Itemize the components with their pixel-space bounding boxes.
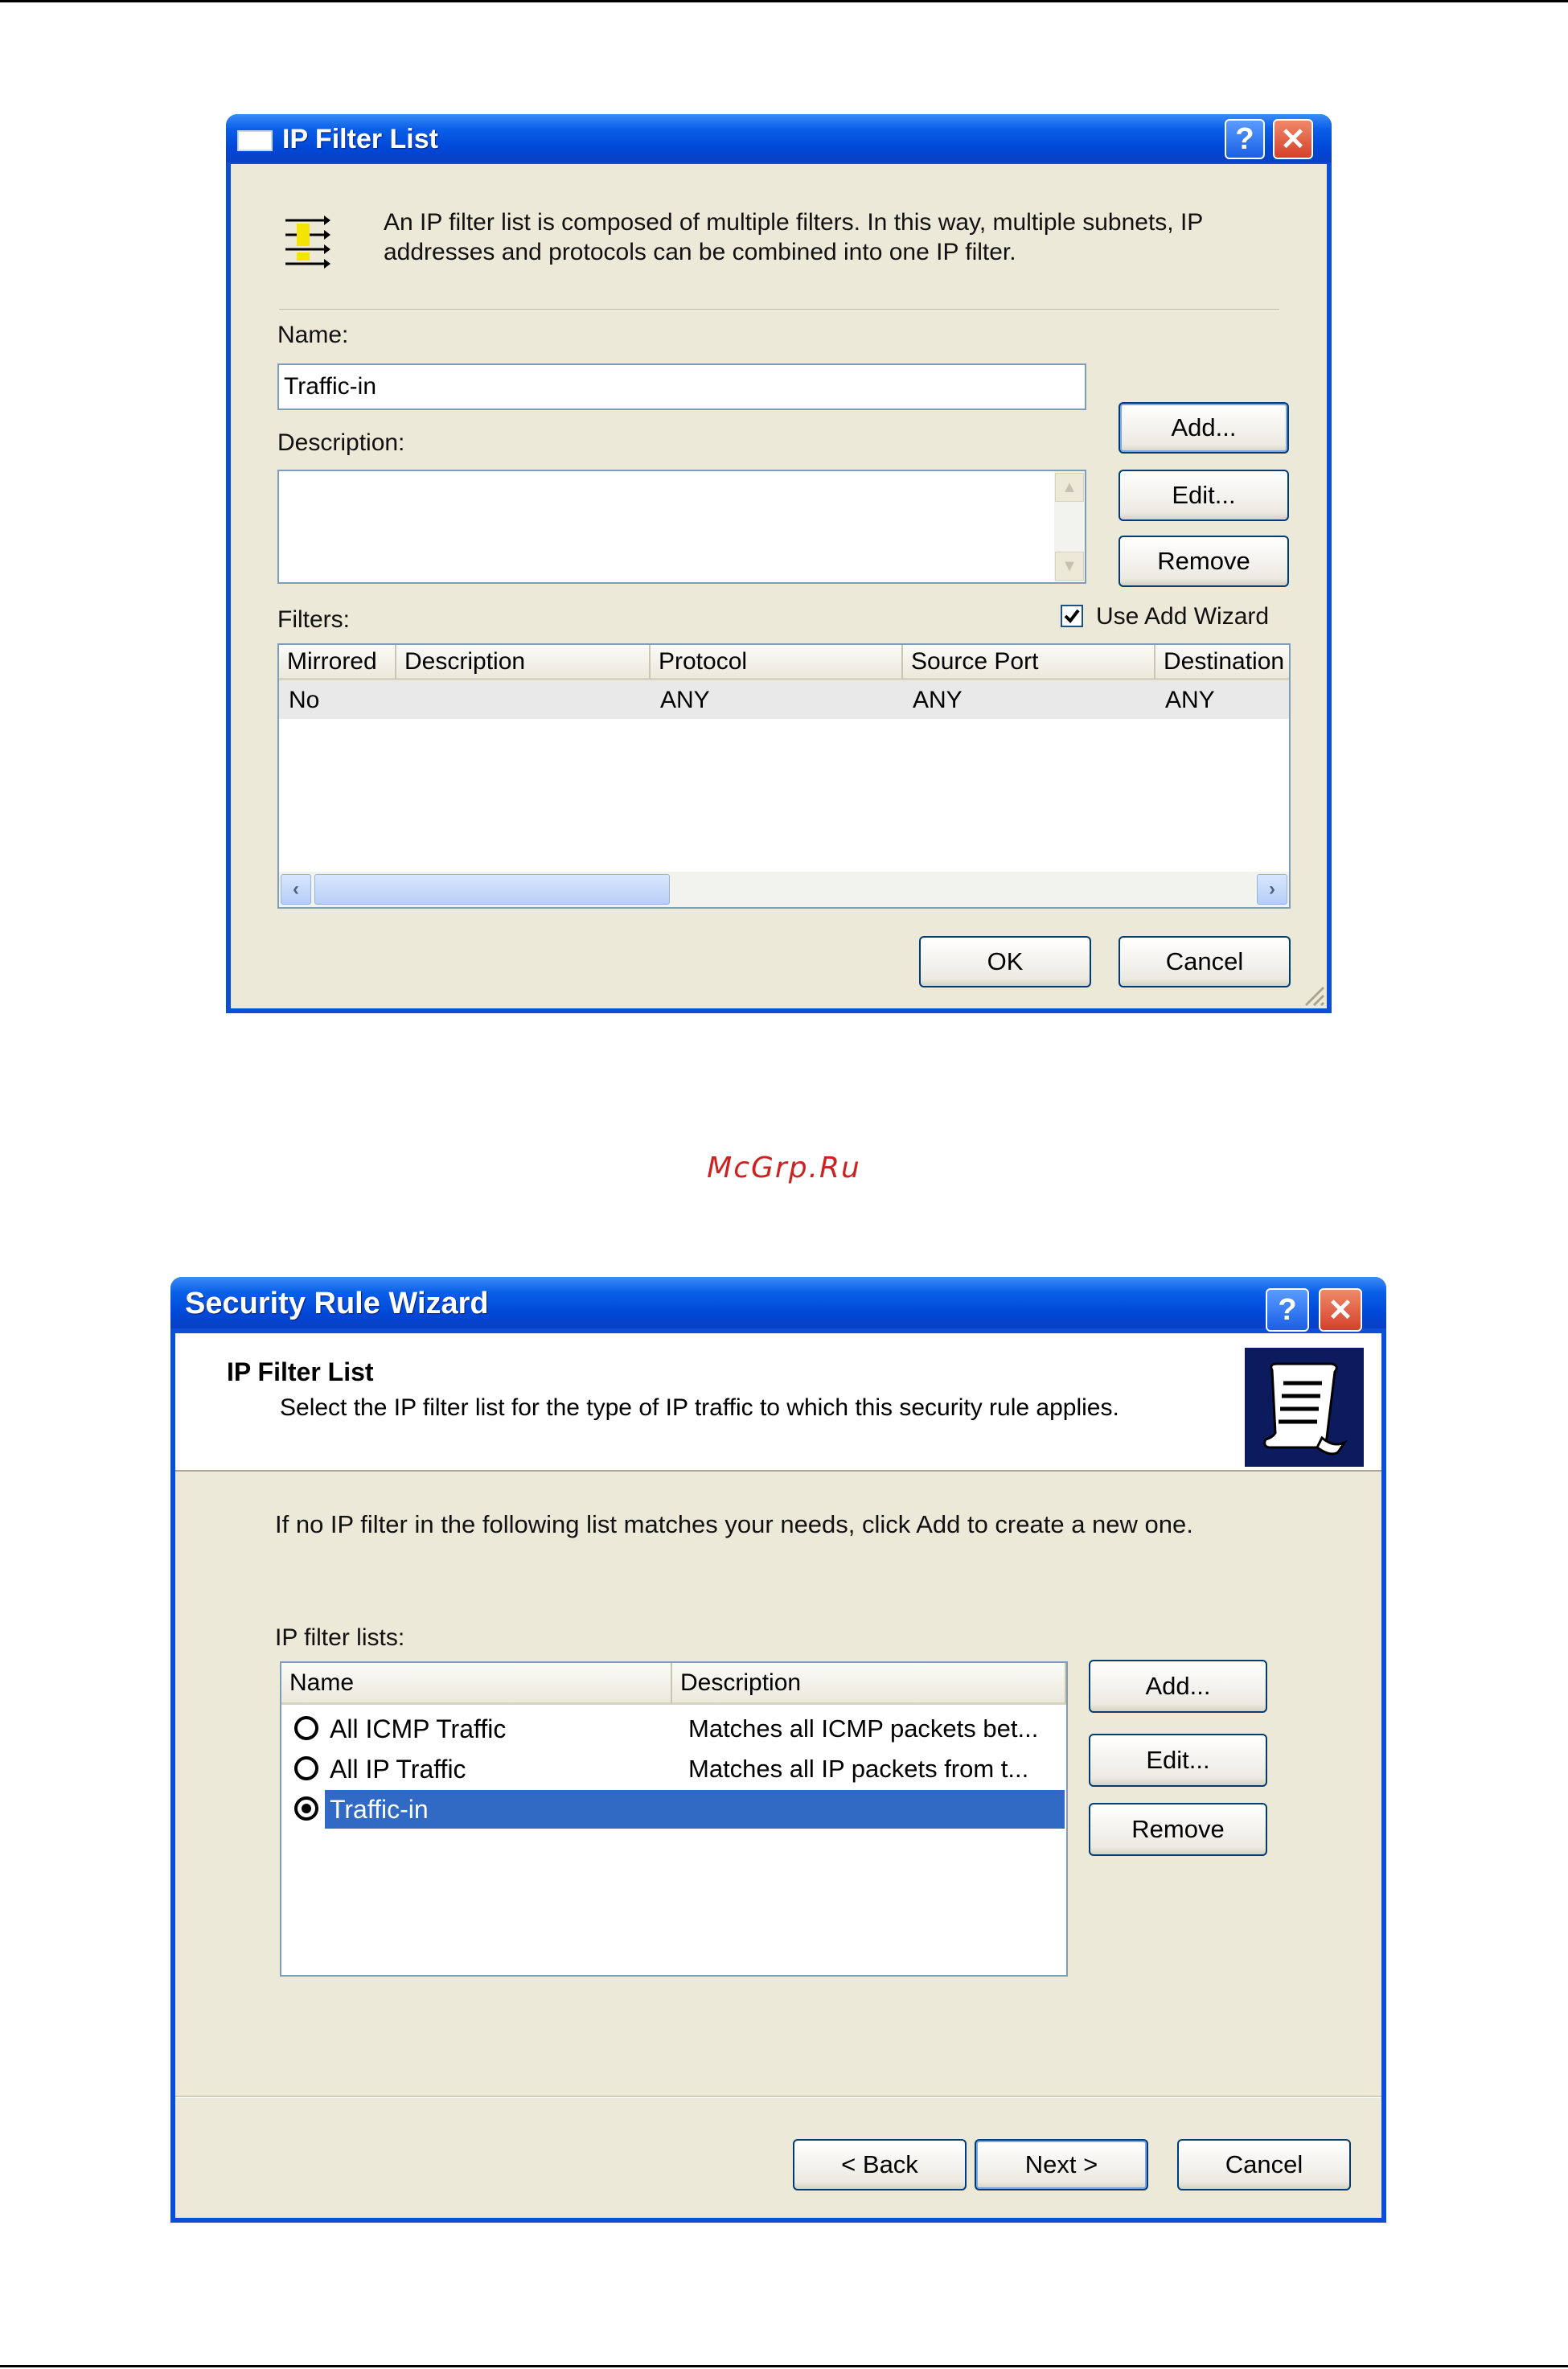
- column-header-source-port[interactable]: Source Port: [903, 645, 1155, 680]
- list-item-name: Traffic-in: [330, 1795, 429, 1824]
- dialog-client-area: [231, 164, 1327, 1008]
- horizontal-scrollbar[interactable]: [279, 872, 1289, 907]
- description-scrollbar[interactable]: [1054, 471, 1085, 582]
- wizard-header-title: IP Filter List: [227, 1357, 374, 1386]
- filter-list-icon: [282, 211, 332, 275]
- ip-filter-lists-label: IP filter lists:: [275, 1624, 405, 1651]
- window-icon: [237, 130, 273, 151]
- wizard-title-bar[interactable]: [170, 1277, 1386, 1328]
- scroll-left-arrow-icon[interactable]: ‹: [281, 874, 311, 905]
- filters-label: Filters:: [277, 606, 350, 633]
- security-rule-wizard-dialog: [170, 1277, 1386, 2223]
- wizard-cancel-button[interactable]: Cancel: [1177, 2139, 1351, 2190]
- watermark: McGrp.Ru: [707, 1152, 861, 1184]
- back-button[interactable]: < Back: [793, 2139, 967, 2190]
- edit-button[interactable]: Edit...: [1119, 470, 1289, 521]
- column-header-destination[interactable]: Destination: [1155, 645, 1291, 680]
- page-bottom-rule: [0, 2365, 1568, 2367]
- radio-button[interactable]: [294, 1756, 318, 1780]
- cell-mirrored: No: [289, 687, 320, 713]
- wizard-client-area: [175, 1472, 1381, 2218]
- column-header-name[interactable]: Name: [281, 1663, 672, 1705]
- cell-source-port: ANY: [913, 687, 963, 713]
- filters-table[interactable]: [277, 643, 1291, 909]
- selection-highlight: [325, 1790, 1065, 1829]
- info-text-line1: An IP filter list is composed of multiple filters. In this way, multiple subnets, IP: [384, 209, 1204, 236]
- wizard-remove-button[interactable]: Remove: [1089, 1803, 1267, 1856]
- help-button[interactable]: ?: [1225, 119, 1265, 159]
- checkmark-icon: [1063, 607, 1081, 625]
- description-textarea[interactable]: [277, 470, 1086, 584]
- list-item-description: Matches all IP packets from t...: [688, 1755, 1029, 1783]
- ip-filter-lists-table[interactable]: [280, 1661, 1068, 1977]
- next-button[interactable]: Next >: [975, 2139, 1148, 2190]
- cell-destination: ANY: [1165, 687, 1215, 713]
- close-button[interactable]: ✕: [1273, 119, 1313, 159]
- wizard-help-button[interactable]: ?: [1266, 1288, 1309, 1332]
- scroll-right-arrow-icon[interactable]: ›: [1257, 874, 1287, 905]
- wizard-footer-separator: [175, 2096, 1381, 2098]
- list-item[interactable]: [281, 1708, 1066, 1748]
- separator: [279, 309, 1279, 311]
- wizard-add-button[interactable]: Add...: [1089, 1660, 1267, 1713]
- wizard-dialog-title: Security Rule Wizard: [185, 1287, 489, 1320]
- use-add-wizard-checkbox[interactable]: [1061, 605, 1083, 627]
- list-item[interactable]: [281, 1748, 1066, 1788]
- wizard-header-subtitle: Select the IP filter list for the type of IP traffic to which this security rule applies.: [280, 1394, 1119, 1421]
- add-button[interactable]: Add...: [1119, 402, 1289, 454]
- radio-button[interactable]: [294, 1716, 318, 1740]
- table-row[interactable]: [279, 680, 1289, 719]
- resize-grip-icon[interactable]: [1301, 983, 1325, 1007]
- ip-filter-list-dialog: [226, 114, 1332, 1013]
- scroll-up-arrow-icon[interactable]: ▲: [1055, 473, 1084, 502]
- name-input-value: Traffic-in: [284, 373, 377, 400]
- remove-button[interactable]: Remove: [1119, 536, 1289, 587]
- cell-protocol: ANY: [660, 687, 710, 713]
- wizard-close-button[interactable]: ✕: [1319, 1288, 1362, 1332]
- cancel-button[interactable]: Cancel: [1119, 936, 1291, 987]
- page-top-rule: [0, 0, 1568, 2]
- ok-button[interactable]: OK: [919, 936, 1091, 987]
- wizard-header-panel: [175, 1333, 1381, 1472]
- info-text-line2: addresses and protocols can be combined into one IP filter.: [384, 239, 1016, 265]
- column-header-description[interactable]: Description: [396, 645, 651, 680]
- wizard-instruction: If no IP filter in the following list matches your needs, click Add to create a new one.: [275, 1510, 1193, 1538]
- list-item-name: All IP Traffic: [330, 1755, 466, 1784]
- title-bar[interactable]: [226, 114, 1332, 162]
- name-label: Name:: [277, 322, 349, 348]
- list-item[interactable]: [281, 1788, 1066, 1830]
- scroll-thumb[interactable]: [314, 874, 670, 905]
- wizard-edit-button[interactable]: Edit...: [1089, 1734, 1267, 1787]
- dialog-title: IP Filter List: [282, 124, 438, 154]
- column-header-mirrored[interactable]: Mirrored: [279, 645, 396, 680]
- use-add-wizard-label: Use Add Wizard: [1096, 603, 1270, 630]
- column-header-protocol[interactable]: Protocol: [651, 645, 903, 680]
- scroll-document-icon: [1245, 1348, 1364, 1467]
- name-input[interactable]: [277, 363, 1086, 410]
- description-label: Description:: [277, 429, 405, 456]
- list-item-name: All ICMP Traffic: [330, 1714, 507, 1743]
- scroll-down-arrow-icon[interactable]: ▼: [1055, 552, 1084, 581]
- column-header-description[interactable]: Description: [672, 1663, 1066, 1705]
- radio-button-selected[interactable]: [294, 1796, 318, 1821]
- list-item-description: Matches all ICMP packets bet...: [688, 1714, 1039, 1743]
